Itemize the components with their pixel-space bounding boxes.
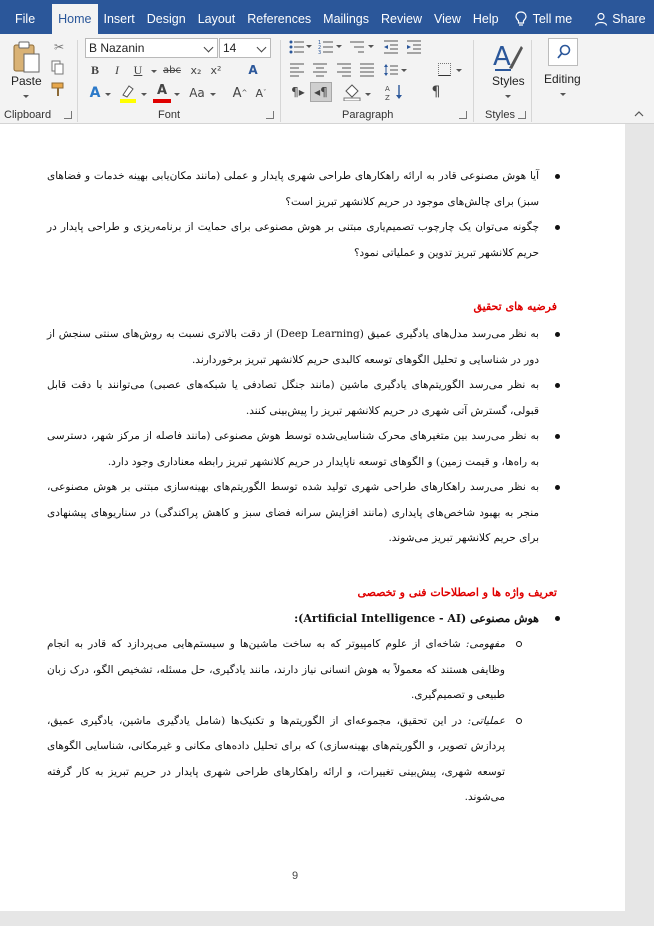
superscript-icon[interactable]: x² xyxy=(210,63,222,77)
text-effects-icon[interactable]: A xyxy=(89,85,101,101)
chevron-down-icon xyxy=(204,43,214,53)
list-item-text: به نظر می‌رسد راهکارهای طراحی شهری تولید شده توسط الگوریتم‌های بهینه‌سازی مبتنی بر هوش مصنوعی، منجر به بهبود شاخص‌های پایداری (مانند افزایش سرانه فضای سبز و کاهش پراکندگی) در سناریوهای پیشنهادی برای حریم کلانشهر تبریز می‌شوند. xyxy=(47,481,539,544)
tab-home[interactable]: Home xyxy=(52,4,97,34)
lightbulb-icon xyxy=(515,11,527,27)
tab-file[interactable]: File xyxy=(15,12,36,26)
font-launcher[interactable] xyxy=(266,111,274,119)
tab-insert[interactable]: Insert xyxy=(103,12,135,26)
tab-review[interactable]: Review xyxy=(381,12,423,26)
clear-formatting-icon[interactable]: A xyxy=(248,63,258,77)
tab-view[interactable]: View xyxy=(434,12,461,26)
styles-label: Styles xyxy=(485,109,515,121)
term-definition-item xyxy=(47,709,519,811)
share-button[interactable]: Share xyxy=(612,12,646,26)
strikethrough-icon[interactable]: abc xyxy=(163,64,181,76)
align-center-icon[interactable] xyxy=(312,63,328,77)
bullet-dot xyxy=(555,485,560,490)
change-case-icon[interactable]: Aa xyxy=(189,86,205,100)
list-item xyxy=(47,322,557,373)
list-item-text: چگونه می‌توان یک چارچوب تصمیم‌یاری مبتنی بر هوش مصنوعی برای حمایت از برنامه‌ریزی و طراحی پایدار در حریم کلانشهر تبریز تدوین و عملیاتی نمود؟ xyxy=(47,221,539,259)
svg-text:A: A xyxy=(385,85,390,93)
list-item xyxy=(47,424,557,475)
paragraph-launcher[interactable] xyxy=(459,111,467,119)
ribbon xyxy=(0,34,654,124)
bullet-dot xyxy=(555,616,560,621)
research-questions-list xyxy=(47,164,557,266)
list-item xyxy=(47,373,557,424)
term-definition-text: شاخه‌ای از علوم کامپیوتر که به ساخت ماشین‌ها و سیستم‌هایی می‌پردازد که قادر به انجام وظایفی هستند که معمولاً به هوش انسانی نیاز دارند، مانند یادگیری، حل مسئله، تشخیص الگو، درک زبان طبیعی و تصمیم‌گیری. xyxy=(47,638,505,701)
shading-dropdown[interactable] xyxy=(365,93,371,96)
list-item-text: به نظر می‌رسد مدل‌های یادگیری عمیق (Deep Learning) از دقت بالاتری نسبت به روش‌های سنتی سنجش از دور در شناسایی و تحلیل الگوهای توسعه کالبدی حریم کلانشهر تبریز برخوردارند. xyxy=(47,328,539,366)
font-name-combo[interactable] xyxy=(85,38,218,58)
terms-list xyxy=(47,606,557,633)
align-left-icon[interactable] xyxy=(289,63,305,77)
multilevel-list-icon[interactable] xyxy=(349,40,365,54)
borders-dropdown[interactable] xyxy=(456,69,462,72)
svg-text:1: 1 xyxy=(318,40,322,46)
paragraph-label: Paragraph xyxy=(342,109,394,121)
circle-bullet-icon xyxy=(516,641,522,647)
clipboard-launcher[interactable] xyxy=(64,111,72,119)
rtl-icon[interactable]: ◂¶ xyxy=(310,82,332,102)
list-item xyxy=(47,475,557,552)
underline-dropdown[interactable] xyxy=(151,70,157,73)
text-effects-dropdown[interactable] xyxy=(105,93,111,96)
document-content[interactable] xyxy=(47,164,557,811)
clipboard-label: Clipboard xyxy=(4,109,52,121)
editing-dropdown[interactable] xyxy=(560,93,566,96)
editing-icon-box[interactable] xyxy=(548,38,578,66)
chevron-down-icon xyxy=(257,43,267,53)
styles-icon[interactable] xyxy=(493,38,523,72)
tab-references[interactable]: References xyxy=(247,12,312,26)
font-name-value: B Nazanin xyxy=(89,41,145,55)
styles-button[interactable]: Styles xyxy=(492,74,525,88)
paste-dropdown[interactable] xyxy=(23,95,29,98)
cut-icon[interactable]: ✂ xyxy=(53,40,65,54)
tab-layout[interactable]: Layout xyxy=(197,12,236,26)
bullet-dot xyxy=(555,383,560,388)
vertical-scrollbar[interactable] xyxy=(627,124,654,911)
bold-icon[interactable]: B xyxy=(90,62,99,77)
separator xyxy=(77,40,78,122)
ltr-icon[interactable]: ¶▸ xyxy=(291,85,305,99)
sort-icon[interactable] xyxy=(384,83,404,101)
bullet-dot xyxy=(555,225,560,230)
term-title: هوش مصنوعی (Artificial Intelligence - AI): xyxy=(294,611,539,625)
bullet-dot xyxy=(555,434,560,439)
term-definition-label: مفهومی: xyxy=(465,638,505,650)
terms-heading: تعریف واژه ها و اصطلاحات فنی و تخصصی xyxy=(357,585,557,599)
change-case-dropdown[interactable] xyxy=(210,93,216,96)
circle-bullet-icon xyxy=(516,718,522,724)
font-color-bar xyxy=(153,99,171,103)
bullet-dot xyxy=(555,332,560,337)
increase-indent-icon[interactable] xyxy=(406,40,422,54)
separator xyxy=(473,40,474,122)
font-color-icon[interactable]: A xyxy=(156,82,168,98)
borders-icon[interactable] xyxy=(438,63,451,76)
term-definition-item xyxy=(47,632,519,709)
document-area xyxy=(0,124,654,926)
person-icon xyxy=(594,12,608,26)
document-page[interactable] xyxy=(0,124,625,911)
svg-text:Z: Z xyxy=(385,94,390,101)
bullet-dot xyxy=(555,174,560,179)
hypotheses-heading: فرضیه های تحقیق xyxy=(473,300,557,313)
editing-button[interactable]: Editing xyxy=(544,72,581,86)
bullets-dropdown[interactable] xyxy=(306,45,312,48)
collapse-ribbon-icon[interactable] xyxy=(634,110,644,118)
shrink-font-icon[interactable]: A ˇ xyxy=(255,86,267,100)
subscript-icon[interactable]: x₂ xyxy=(190,63,202,77)
underline-icon[interactable]: U xyxy=(133,62,143,77)
shading-icon[interactable] xyxy=(342,83,362,101)
page-number: 9 xyxy=(292,870,299,882)
list-item-text: به نظر می‌رسد بین متغیرهای محرک شناسایی‌شده توسط هوش مصنوعی (مانند فاصله از مرکز شهر، دسترسی به راه‌ها، و قیمت زمین) و الگوهای توسعه ناپایدار در حریم کلانشهر تبریز رابطه معناداری وجود دارد. xyxy=(47,430,539,468)
separator xyxy=(531,40,532,122)
styles-dropdown[interactable] xyxy=(505,95,511,98)
search-icon xyxy=(556,44,572,60)
justify-icon[interactable] xyxy=(359,63,375,77)
term-definition-label: عملیاتی: xyxy=(467,714,505,727)
bullets-icon[interactable] xyxy=(289,40,305,54)
font-color-dropdown[interactable] xyxy=(174,93,180,96)
styles-launcher[interactable] xyxy=(518,111,526,119)
separator xyxy=(280,40,281,122)
numbering-icon[interactable] xyxy=(318,40,334,54)
list-item xyxy=(47,606,557,633)
svg-text:3: 3 xyxy=(318,50,322,54)
list-item xyxy=(47,215,557,266)
svg-text:A: A xyxy=(493,42,511,72)
line-spacing-dropdown[interactable] xyxy=(401,69,407,72)
decrease-indent-icon[interactable] xyxy=(383,40,399,54)
align-right-icon[interactable] xyxy=(336,63,352,77)
multilevel-dropdown[interactable] xyxy=(368,45,374,48)
tell-me-search[interactable]: Tell me xyxy=(532,12,573,26)
font-label: Font xyxy=(158,109,181,121)
tab-help[interactable]: Help xyxy=(472,12,499,26)
highlight-icon[interactable] xyxy=(118,83,138,103)
line-spacing-icon[interactable] xyxy=(383,63,399,77)
list-item xyxy=(47,164,557,215)
italic-icon[interactable]: I xyxy=(115,62,119,77)
list-item-text: به نظر می‌رسد الگوریتم‌های یادگیری ماشین (مانند جنگل تصادفی یا شبکه‌های عصبی) می‌توانند با دقت قابل قبولی، گسترش آتی شهری در حریم کلانشهر تبریز را پیش‌بینی کنند. xyxy=(47,379,539,417)
paste-icon[interactable] xyxy=(11,40,41,74)
menu-bar xyxy=(0,0,654,34)
list-item-text: آیا هوش مصنوعی قادر به ارائه راهکارهای طراحی شهری پایدار و عملی (مانند مکان‌یابی بهینه خدمات و فضاهای سبز) برای چالش‌های موجود در حریم کلانشهر تبریز است؟ xyxy=(47,170,539,208)
copy-icon[interactable] xyxy=(51,60,65,75)
format-painter-icon[interactable] xyxy=(50,81,66,97)
grow-font-icon[interactable]: A ^ xyxy=(232,85,248,101)
pilcrow-icon[interactable]: ¶ xyxy=(431,84,441,100)
svg-text:2: 2 xyxy=(318,45,322,51)
tab-mailings[interactable]: Mailings xyxy=(323,12,370,26)
font-size-value: 14 xyxy=(223,41,237,55)
term-definition-text: در این تحقیق، مجموعه‌ای از الگوریتم‌ها و تکنیک‌ها (شامل یادگیری ماشین، یادگیری عمیق، پردازش تصویر، و الگوریتم‌های بهینه‌سازی) که برای تحلیل داده‌های مکانی و غیرمکانی، شناسایی الگوهای توسعه شهری، پیش‌بینی تغییرات، و ارائه راهکارهای طراحی شهری پایدار در حریم تبریز به کار گرفته می‌شوند. xyxy=(47,714,505,803)
font-size-combo[interactable] xyxy=(219,38,271,58)
paste-button[interactable]: Paste xyxy=(11,74,42,88)
numbering-dropdown[interactable] xyxy=(336,45,342,48)
hypotheses-list xyxy=(47,322,557,552)
tab-design[interactable]: Design xyxy=(146,12,186,26)
highlight-dropdown[interactable] xyxy=(141,93,147,96)
